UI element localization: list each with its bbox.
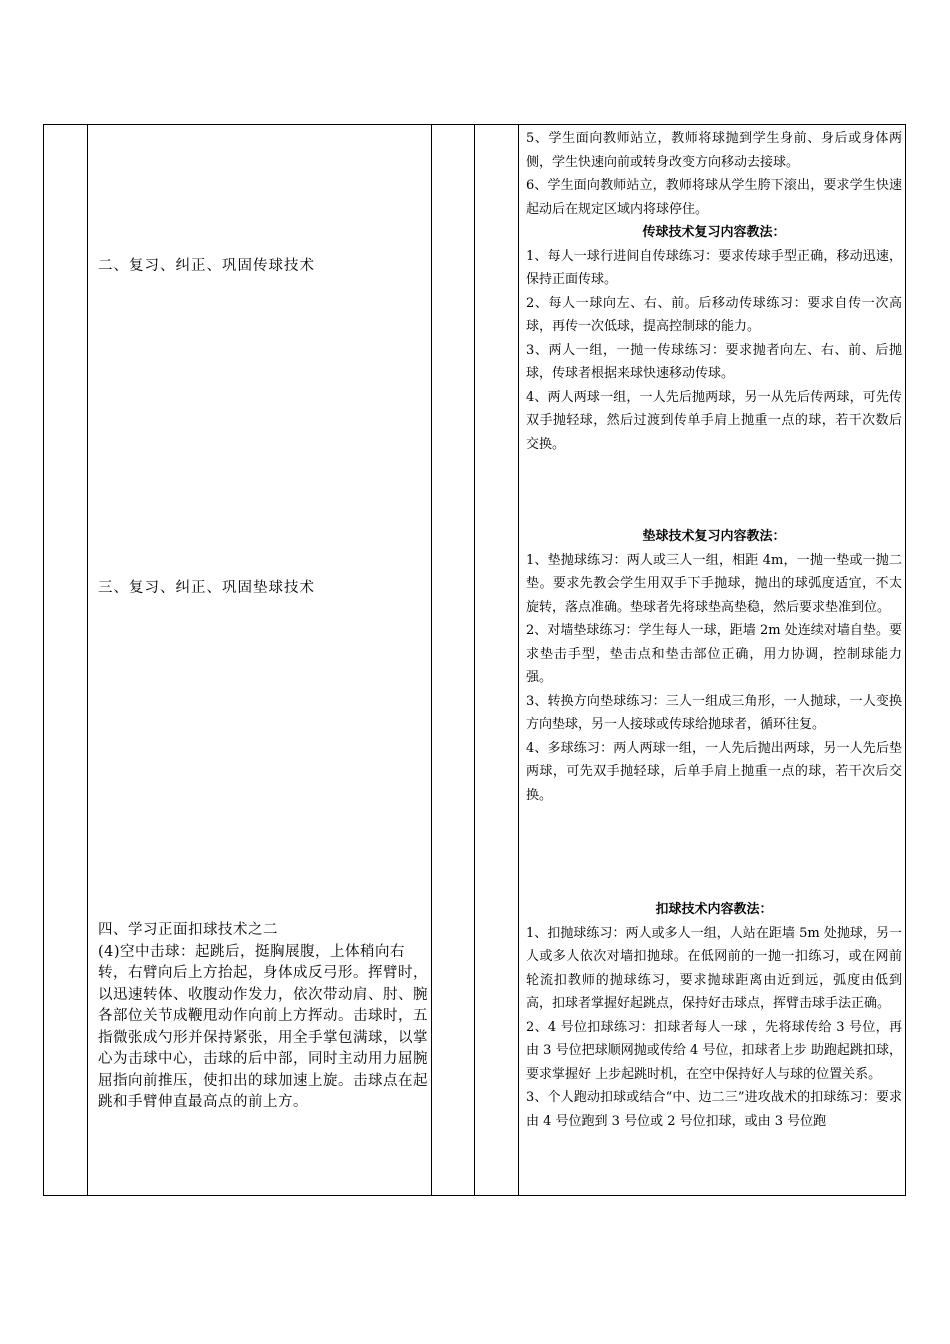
spiking-method-item: 3、个人跑动扣球或结合“中、边二三”进攻战术的扣球练习：要求由 4 号位跑到 3 号位或 2 号位扣球，或由 3 号位跑 xyxy=(526,1090,902,1129)
intro-item: 5、学生面向教师站立，教师将球抛到学生身前、身后或身体两侧，学生快速向前或转身改变方向移动去接球。 xyxy=(526,131,902,170)
lesson-table xyxy=(43,124,906,1196)
passing-method-item: 1、每人一球行进间自传球练习：要求传球手型正确，移动迅速，保持正面传球。 xyxy=(526,248,902,287)
digging-method-item: 1、垫抛球练习：两人或三人一组，相距 4m，一抛一垫或一抛二垫。要求先教会学生用双手下手抛球，抛出的球弧度适宜，不太旋转，落点准确。垫球者先将球垫高垫稳，然后要求垫准到位。 xyxy=(526,552,902,615)
spiking-method-item: 1、扣抛球练习：两人或多人一组，人站在距墙 5m 处抛球，另一人或多人依次对墙扣抛球。在低网前的一抛一扣练习，或在网前轮流扣教师的抛球练习，要求抛球距离由近到远，弧度由低到高，扣球者掌握好起跳点，保持好击球点，挥臂击球手法正确。 xyxy=(526,925,902,1011)
digging-method-item: 3、转换方向垫球练习：三人一组成三角形，一人抛球，一人变换方向垫球，另一人接球或传球给抛球者，循环往复。 xyxy=(526,693,902,732)
method-spiking xyxy=(526,898,902,1133)
passing-method-item: 3、两人一组，一抛一传球练习：要求抛者向左、右、前、后抛球，传球者根据来球快速移动传球。 xyxy=(526,342,902,381)
method-digging xyxy=(526,525,902,807)
passing-methods-heading: 传球技术复习内容教法： xyxy=(642,225,786,240)
column-divider xyxy=(474,125,475,1195)
column-divider xyxy=(518,125,519,1195)
spiking-method-item: 2、4 号位扣球练习：扣球者每人一球 ，先将球传给 3 号位，再由 3 号位把球顺网抛或传给 4 号位，扣球者上步 助跑起跳扣球，要求掌握好 上步起跳时机，在空中保持好人与球的位置关系。 xyxy=(526,1019,902,1082)
column-divider xyxy=(431,125,432,1195)
method-intro xyxy=(526,127,902,456)
passing-method-item: 4、两人两球一组，一人先后抛两球，另一从先后传两球，可先传双手抛轻球，然后过渡到传单手肩上抛重一点的球，若干次数后交换。 xyxy=(526,389,902,452)
digging-method-item: 4、多球练习：两人两球一组，一人先后抛出两球，另一人先后垫两球，可先双手抛轻球，后单手肩上抛重一点的球，若干次后交换。 xyxy=(526,740,902,803)
topic-spiking xyxy=(98,920,428,1114)
column-divider xyxy=(87,125,88,1195)
digging-method-item: 2、对墙垫球练习：学生每人一球，距墙 2m 处连续对墙自垫。要求垫击手型，垫击点和垫击部位正确，用力协调，控制球能力强。 xyxy=(526,623,902,685)
topic-passing: 二、复习、纠正、巩固传球技术 xyxy=(98,258,315,274)
spiking-methods-heading: 扣球技术内容教法： xyxy=(655,902,773,917)
topic-spiking-body: (4)空中击球：起跳后，挺胸展腹，上体稍向右转，右臂向后上方抬起，身体成反弓形。挥臂时，以迅速转体、收腹动作发力，依次带动肩、肘、腕各部位关节成鞭甩动作向前上方挥动。击球时，五指微张成勺形并保持紧张，用全手掌包满球，以掌心为击球中心，击球的后中部，同时主动用力屈腕屈指向前推压，使扣出的球加速上旋。击球点在起跳和手臂伸直最高点的前上方。 xyxy=(98,943,428,1110)
intro-item: 6、学生面向教师站立，教师将球从学生胯下滚出，要求学生快速起动后在规定区域内将球停住。 xyxy=(526,178,902,217)
topic-spiking-title: 四、学习正面扣球技术之二 xyxy=(98,922,278,938)
passing-method-item: 2、每人一球向左、右、前。后移动传球练习：要求自传一次高球，再传一次低球，提高控制球的能力。 xyxy=(526,295,902,334)
topic-digging: 三、复习、纠正、巩固垫球技术 xyxy=(98,580,315,596)
digging-methods-heading: 垫球技术复习内容教法： xyxy=(642,529,786,544)
